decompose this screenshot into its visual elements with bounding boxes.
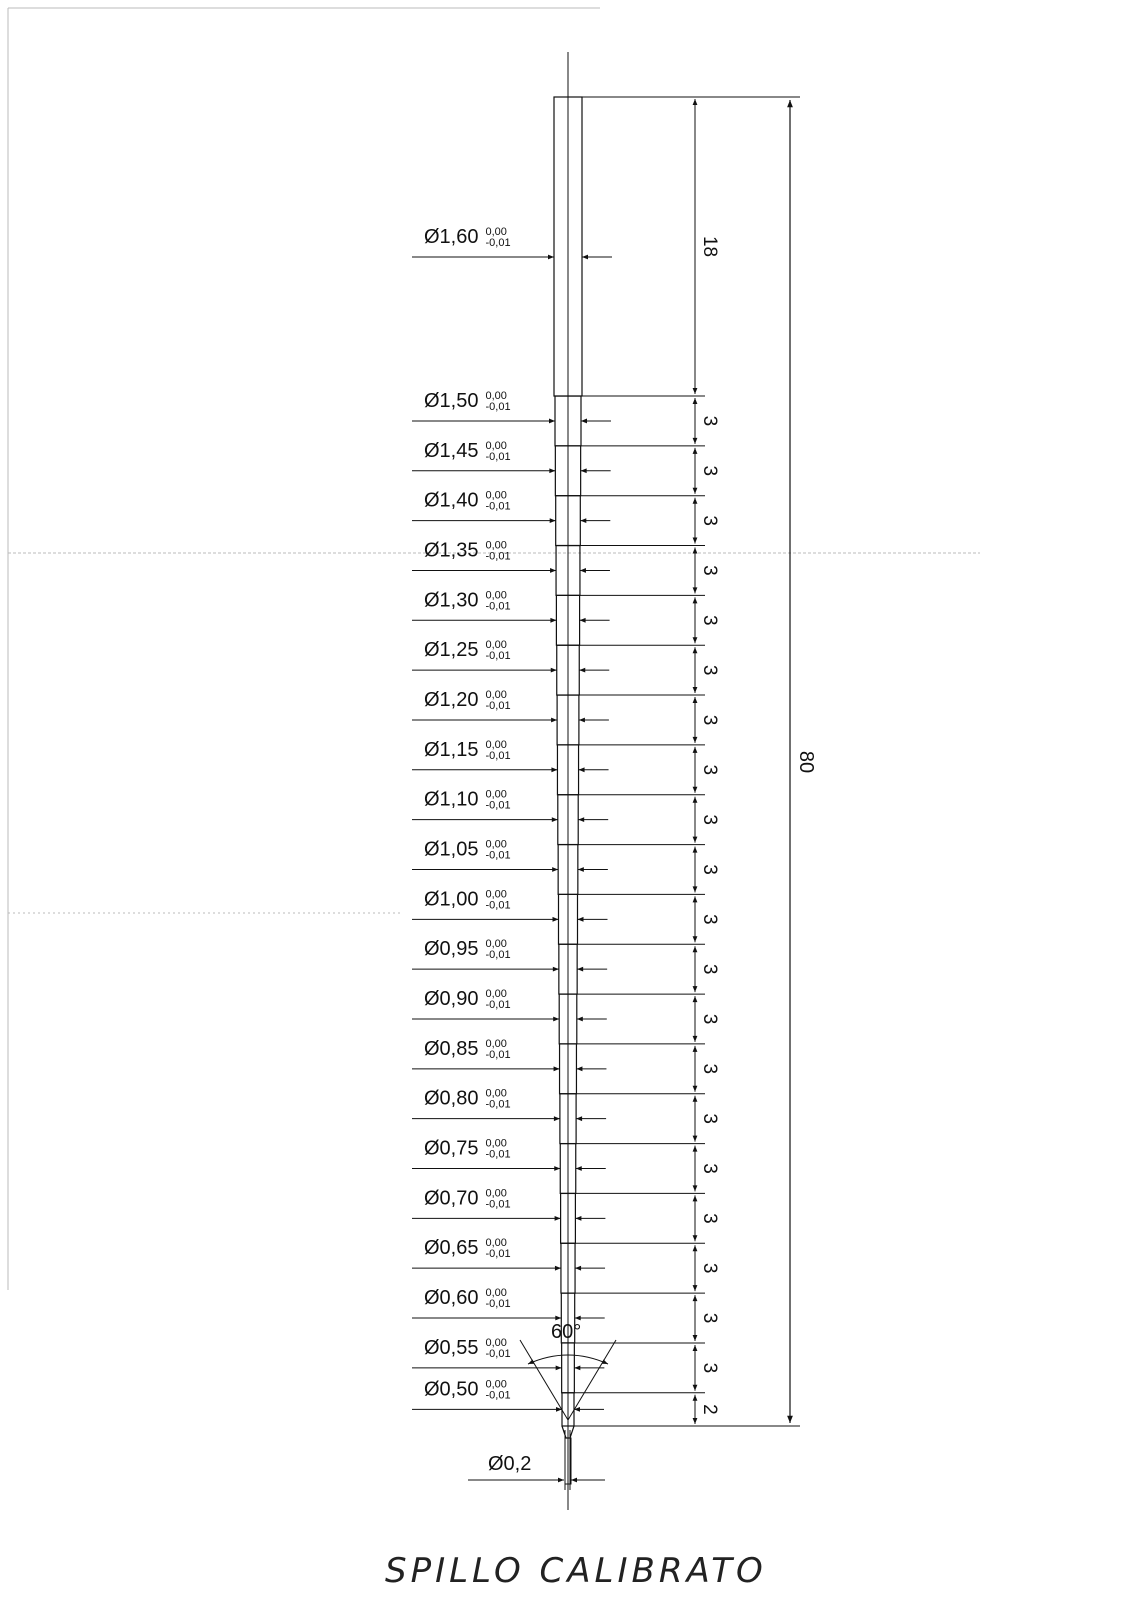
length-label: 2 [699,1404,720,1415]
length-label: 3 [699,415,720,427]
tolerance-lower: -0,01 [485,849,511,862]
diameter-label: Ø1,50 [424,389,479,412]
tolerance-lower: -0,01 [485,1048,511,1061]
tolerance-lower: -0,01 [485,1298,511,1311]
tolerance-lower: -0,01 [485,650,511,663]
length-label: 18 [699,235,720,258]
tolerance-upper: 0,00 [485,1137,507,1150]
tolerance-upper: 0,00 [485,489,507,502]
tolerance-upper: 0,00 [485,838,507,851]
diameter-label: Ø0,65 [424,1237,479,1260]
length-label: 3 [699,1213,720,1224]
tolerance-lower: -0,01 [485,1198,511,1211]
tolerance-upper: 0,00 [485,987,507,1000]
tip-angle-label: 60° [551,1321,582,1343]
overall-length-label: 80 [795,750,817,774]
length-label: 3 [699,565,720,576]
diameter-label: Ø1,45 [424,439,479,462]
diameter-label: Ø1,60 [424,226,479,248]
tolerance-lower: -0,01 [485,1148,511,1161]
tolerance-lower: -0,01 [485,500,511,513]
length-label: 3 [699,664,720,676]
drawing-title: SPILLO CALIBRATO [385,1551,767,1591]
tolerance-lower: -0,01 [485,600,511,613]
tolerance-lower: -0,01 [485,699,511,712]
tolerance-lower: -0,01 [485,1098,511,1111]
tolerance-upper: 0,00 [485,1187,507,1200]
length-label: 3 [699,864,720,875]
diameter-label: Ø0,50 [424,1378,479,1401]
length-label: 3 [699,1362,720,1374]
diameter-label: Ø1,30 [424,589,479,612]
length-label: 3 [699,764,720,776]
diameter-label: Ø1,10 [424,788,479,811]
tolerance-upper: 0,00 [485,738,507,751]
length-label: 3 [699,1013,720,1025]
diameter-label: Ø0,60 [424,1287,479,1310]
tolerance-upper: 0,00 [485,589,507,602]
tolerance-upper: 0,00 [485,888,507,901]
tolerance-upper: 0,00 [485,439,507,452]
diameter-label: Ø1,05 [424,838,479,861]
tolerance-lower: -0,01 [485,899,511,912]
length-label: 3 [699,1262,720,1274]
length-label: 3 [699,1163,720,1174]
length-label: 3 [699,914,720,925]
diameter-label: Ø0,90 [424,987,479,1010]
diameter-label: Ø1,15 [424,738,479,761]
tolerance-lower: -0,01 [485,550,511,563]
length-label: 3 [699,465,720,477]
tip-diameter-label: Ø0,2 [488,1453,532,1475]
length-label: 3 [699,814,720,825]
tolerance-upper: 0,00 [485,1237,507,1250]
diameter-label: Ø0,70 [424,1187,479,1210]
tolerance-upper: 0,00 [485,639,507,652]
diameter-label: Ø1,40 [424,489,479,512]
tolerance-upper: 0,00 [485,1378,507,1391]
length-label: 3 [699,963,720,975]
diameter-label: Ø0,75 [424,1137,479,1160]
length-label: 3 [699,515,720,526]
tip-diameter-dimension [468,1430,605,1490]
tolerance-lower: -0,01 [485,998,511,1011]
tolerance-upper: 0,00 [485,688,507,701]
length-label: 3 [699,1063,720,1075]
tolerance-upper: 0,00 [485,1087,507,1100]
tolerance-upper: 0,00 [485,389,507,402]
overall-length-dimension [582,97,817,1426]
tolerance-upper: 0,00 [485,1336,507,1349]
tolerance-lower: -0,01 [485,949,511,962]
tolerance-lower: -0,01 [485,1248,511,1261]
tolerance-lower: -0,01 [485,749,511,762]
diameter-label: Ø1,20 [424,688,479,711]
diameter-label: Ø0,85 [424,1037,479,1060]
tolerance-upper: 0,00 [485,938,507,951]
tolerance-lower: -0,01 [485,1347,511,1360]
tolerance-upper: 0,00 [485,1037,507,1050]
length-label: 3 [699,714,720,726]
length-label: 3 [699,1312,720,1324]
length-dimensions [574,99,720,1426]
tolerance-lower: -0,01 [485,1389,511,1402]
diameter-label: Ø1,25 [424,639,479,662]
tolerance-upper: 0,00 [485,1287,507,1300]
diameter-label: Ø0,80 [424,1087,479,1110]
tolerance-lower: -0,01 [485,237,511,249]
diameter-label: Ø1,35 [424,539,479,562]
tolerance-lower: -0,01 [485,799,511,812]
diameter-label: Ø0,55 [424,1336,479,1359]
tolerance-upper: 0,00 [485,539,507,552]
diameter-label: Ø0,95 [424,938,479,961]
length-label: 3 [699,1113,720,1124]
tolerance-lower: -0,01 [485,400,511,413]
length-label: 3 [699,615,720,626]
tolerance-upper: 0,00 [485,226,507,238]
diameter-label: Ø1,00 [424,888,479,911]
tolerance-lower: -0,01 [485,450,511,463]
tolerance-upper: 0,00 [485,788,507,801]
diameter-dimensions [412,226,612,1409]
